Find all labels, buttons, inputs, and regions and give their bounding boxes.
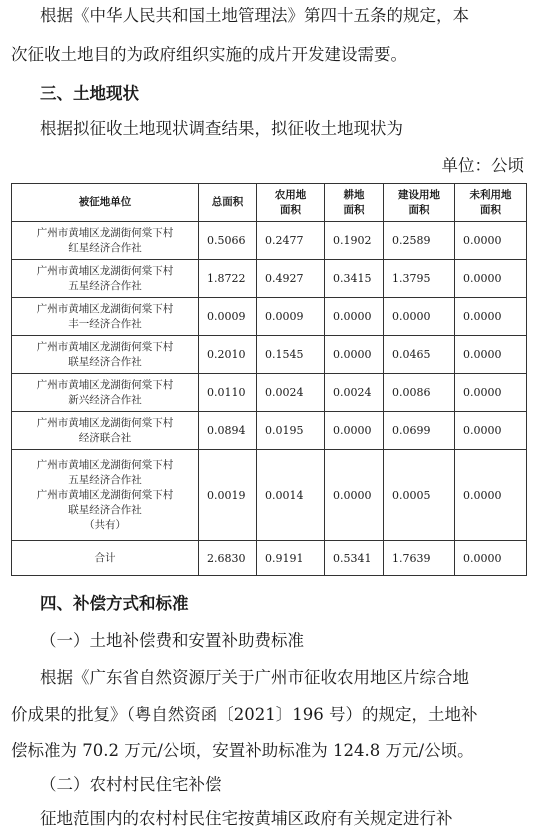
value-cell: 0.0195	[257, 412, 325, 450]
value-cell: 0.0000	[325, 450, 384, 541]
value-cell: 0.3415	[325, 260, 384, 298]
total-value-cell: 0.0000	[455, 541, 527, 576]
unit-cell: 广州市黄埔区龙湖街何棠下村 五星经济合作社	[12, 260, 199, 298]
value-cell: 0.0000	[325, 412, 384, 450]
total-value-cell: 0.5341	[325, 541, 384, 576]
header-cell: 建设用地 面积	[384, 184, 455, 222]
table-row	[12, 260, 527, 298]
table-header-row	[12, 184, 527, 222]
value-cell: 0.5066	[199, 222, 257, 260]
value-cell: 1.3795	[384, 260, 455, 298]
unit-cell: 广州市黄埔区龙湖街何棠下村 红星经济合作社	[12, 222, 199, 260]
total-label-cell: 合计	[12, 541, 199, 576]
value-cell: 1.8722	[199, 260, 257, 298]
table-row	[12, 374, 527, 412]
total-value-cell: 0.9191	[257, 541, 325, 576]
value-cell: 0.1902	[325, 222, 384, 260]
value-cell: 0.0019	[199, 450, 257, 541]
value-cell: 0.0000	[455, 260, 527, 298]
header-cell: 总面积	[199, 184, 257, 222]
table-total-row	[12, 541, 527, 576]
unit-cell: 广州市黄埔区龙湖街何棠下村 五星经济合作社 广州市黄埔区龙湖街何棠下村 联星经济合作社 （共有）	[12, 450, 199, 541]
value-cell: 0.0024	[325, 374, 384, 412]
paragraph-line: 次征收土地目的为政府组织实施的成片开发建设需要。	[11, 45, 407, 64]
value-cell: 0.0699	[384, 412, 455, 450]
value-cell: 0.0000	[455, 374, 527, 412]
value-cell: 0.0086	[384, 374, 455, 412]
section-heading: 三、土地现状	[40, 84, 139, 103]
value-cell: 0.0009	[199, 298, 257, 336]
land-status-table	[11, 183, 527, 576]
value-cell: 0.0000	[455, 222, 527, 260]
table-row	[12, 450, 527, 541]
subsection-heading: （一）土地补偿费和安置补助费标准	[40, 631, 304, 650]
value-cell: 0.1545	[257, 336, 325, 374]
unit-note: 单位：公顷	[441, 156, 524, 175]
value-cell: 0.2477	[257, 222, 325, 260]
value-cell: 0.0000	[455, 336, 527, 374]
paragraph-line: 根据《中华人民共和国土地管理法》第四十五条的规定，本	[40, 6, 469, 25]
value-cell: 0.0894	[199, 412, 257, 450]
value-cell: 0.0009	[257, 298, 325, 336]
header-cell: 被征地单位	[12, 184, 199, 222]
value-cell: 0.2589	[384, 222, 455, 260]
header-cell: 未利用地 面积	[455, 184, 527, 222]
unit-cell: 广州市黄埔区龙湖街何棠下村 联星经济合作社	[12, 336, 199, 374]
unit-cell: 广州市黄埔区龙湖街何棠下村 新兴经济合作社	[12, 374, 199, 412]
header-cell: 农用地 面积	[257, 184, 325, 222]
total-value-cell: 2.6830	[199, 541, 257, 576]
paragraph-line: 偿标准为 70.2 万元/公顷，安置补助标准为 124.8 万元/公顷。	[11, 741, 474, 760]
total-value-cell: 1.7639	[384, 541, 455, 576]
value-cell: 0.0024	[257, 374, 325, 412]
value-cell: 0.4927	[257, 260, 325, 298]
value-cell: 0.0000	[455, 450, 527, 541]
table-row	[12, 298, 527, 336]
value-cell: 0.2010	[199, 336, 257, 374]
unit-cell: 广州市黄埔区龙湖街何棠下村 丰一经济合作社	[12, 298, 199, 336]
value-cell: 0.0014	[257, 450, 325, 541]
value-cell: 0.0000	[384, 298, 455, 336]
subsection-heading: （二）农村村民住宅补偿	[40, 775, 222, 794]
value-cell: 0.0000	[325, 298, 384, 336]
paragraph-line: 征地范围内的农村村民住宅按黄埔区政府有关规定进行补	[40, 809, 453, 828]
header-cell: 耕地 面积	[325, 184, 384, 222]
value-cell: 0.0000	[455, 412, 527, 450]
value-cell: 0.0110	[199, 374, 257, 412]
value-cell: 0.0000	[455, 298, 527, 336]
table-row	[12, 222, 527, 260]
table-row	[12, 412, 527, 450]
value-cell: 0.0005	[384, 450, 455, 541]
paragraph-line: 根据拟征收土地现状调查结果，拟征收土地现状为	[40, 119, 403, 138]
unit-cell: 广州市黄埔区龙湖街何棠下村 经济联合社	[12, 412, 199, 450]
paragraph-line: 根据《广东省自然资源厅关于广州市征收农用地区片综合地	[40, 668, 469, 687]
section-heading: 四、补偿方式和标准	[40, 594, 189, 613]
value-cell: 0.0000	[325, 336, 384, 374]
paragraph-line: 价成果的批复》（粤自然资函〔2021〕196 号）的规定，土地补	[11, 705, 478, 724]
value-cell: 0.0465	[384, 336, 455, 374]
table-row	[12, 336, 527, 374]
